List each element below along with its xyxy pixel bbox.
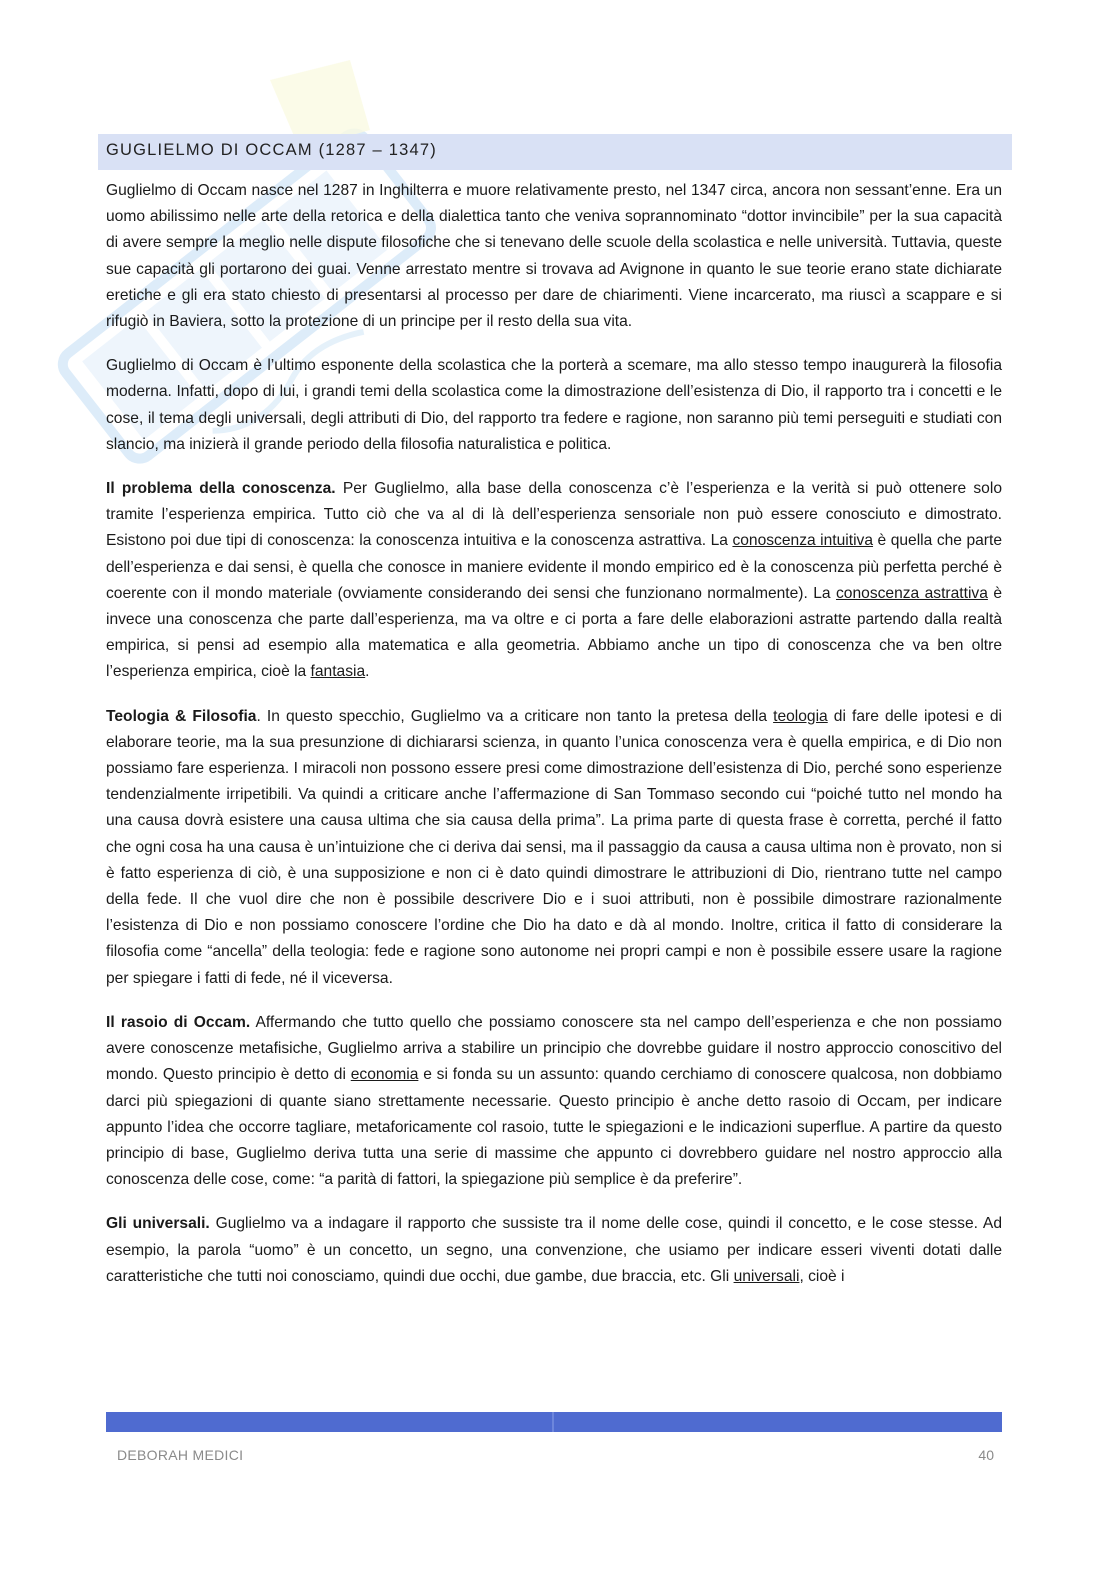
paragraph-scholastic: Guglielmo di Occam è l’ultimo esponente della scolastica che la porterà a scemare, ma allo stesso tempo inaugurerà la filosofia moderna. Infatti, dopo di lui, i grandi temi della scolastica come la dimostrazione dell’esistenza di Dio, il rapporto tra i concetti e le cose, il tema degli universali, degli attributi di Dio, del rapporto tra federe e ragione, non saranno più temi perseguiti e studiati con slancio, ma inizierà il grande periodo della filosofia naturalistica e politica. [106,357,1002,453]
section-heading: GUGLIELMO DI OCCAM (1287 – 1347) [106,141,437,159]
paragraph-theology: Teologia & Filosofia. In questo specchio, Guglielmo va a criticare non tanto la pretesa della teologia di fare delle ipotesi e di elaborare teorie, ma la sua presunzione di dichiararsi scienza, in quanto l’unica conoscenza vera è quella empirica, e di Dio non possiamo fare esperienza. I miracoli non possono essere presi come dimostrazione dell’esistenza di Dio, perché sono esperienze tendenzialmente irripetibili. Va quindi a criticare anche l’affermazione di San Tommaso secondo cui “poiché tutto nel mondo ha una causa dovrà esistere una causa ultima che sia causa della prima”. La prima parte di questa frase è corretta, perché il fatto che ogni cosa ha una causa è un’intuizione che ci deriva dai sensi, ma il passaggio da causa a causa ultima non è provato, non si è fatto esperienza di ciò, è una supposizione e non ci è dato quindi dimostrare le attribuzioni di Dio, rientrano tutte nel campo della fede. Il che vuol dire che non è possibile descrivere Dio e i suoi attributi, non è possibile dimostrare razionalmente l’esistenza di Dio e non possiamo conoscere l’ordine che Dio ha dato e dà al mondo. Inoltre, critica il fatto di considerare la filosofia come “ancella” della teologia: fede e ragione sono autonome nei propri campi e non è possibile essere usare la ragione per spiegare i fatti di fede, né il viceversa. [106,707,1002,987]
paragraph-universals: Gli universali. Guglielmo va a indagare il rapporto che sussiste tra il nome delle cose, quindi il concetto, e le cose stesse. Ad esempio, la parola “uomo” è un concetto, un segno, una convenzione, che usiamo per indicare esseri viventi dotati dalle caratteristiche che tutti noi conosciamo, quindi due occhi, due gambe, due braccia, etc. Gli universali, cioè i [106,1215,1003,1285]
paragraph-intro: Guglielmo di Occam nasce nel 1287 in Inghilterra e muore relativamente presto, nel 1347 circa, ancora non sessant’enne. Era un uomo abilissimo nelle arte della retorica e della dialettica tanto che veniva soprannominato “dottor invincibile” per la sua capacità di avere sempre la meglio nelle dispute filosofiche che si tenevano delle scuole della scolastica e nelle università. Tuttavia, queste sue capacità gli portarono dei guai. Venne arrestato mentre si trovava ad Avignone in quanto le sue teorie erano state dichiarate eretiche e gli era stato chiesto di presentarsi al processo per dare de chiarimenti. Viene incarcerato, ma riuscì a scappare e si rifugiò in Baviera, sotto la protezione di un principe per il resto della sua vita. [106,182,1002,331]
underlined-term: conoscenza intuitiva [732,532,874,550]
paragraph-title: Il rasoio di Occam. [106,1013,251,1031]
footer-bar [106,1412,1002,1432]
underlined-term: universali [733,1267,800,1285]
underlined-term: conoscenza astrattiva [836,584,988,602]
underlined-term: fantasia [310,663,366,681]
paragraph-title: Gli universali. [106,1215,210,1233]
underlined-term: teologia [773,707,828,725]
paragraph-razor: Il rasoio di Occam. Affermando che tutto quello che possiamo conoscere sta nel campo dell’esperienza e che non possiamo avere conoscenze metafisiche, Guglielmo arriva a stabilire un principio che dovrebbe guidare il nostro approccio conoscitivo del mondo. Questo principio è detto di economia e si fonda su un assunto: quando cerchiamo di conoscere qualcosa, non dobbiamo darci più spiegazioni di quante siano strettamente necessarie. Questo principio è anche detto rasoio di Occam, per indicare appunto l’idea che occorre tagliare, metaforicamente col rasoio, tutte le spiegazioni e le indicazioni superflue. A partire da questo principio di base, Guglielmo deriva tutta una serie di massime che appunto ci dovrebbero guidare nel nostro approccio alla conoscenza delle cose, come: “a parità di fattori, la spiegazione più semplice è da preferire”. [106,1013,1002,1189]
underlined-term: economia [350,1066,419,1084]
paragraph-title: Teologia & Filosofia [106,707,257,725]
footer-author: DEBORAH MEDICI [117,1447,244,1463]
document-body [106,178,1002,1308]
page-number: 40 [978,1447,994,1463]
paragraph-title: Il problema della conoscenza. [106,480,336,498]
paragraph-knowledge: Il problema della conoscenza. Per Guglielmo, alla base della conoscenza c’è l’esperienza e la verità si può ottenere solo tramite l’esperienza empirica. Tutto ciò che va al di là dell’esperienza sensoriale non può essere conosciuto e dimostrato. Esistono poi due tipi di conoscenza: la conoscenza intuitiva e la conoscenza astrattiva. La conoscenza intuitiva è quella che parte dell’esperienza e dai sensi, è quella che conosce in maniere evidente il mondo empirico ed è la conoscenza più perfetta perché è coerente con il mondo materiale (ovviamente considerando dei sensi che funzionano normalmente). La conoscenza astrattiva è invece una conoscenza che parte dall’esperienza, ma va oltre e ci porta a fare delle elaborazioni astratte partendo dalla realtà empirica, si pensi ad esempio alla matematica e alla geometria. Abbiamo anche un tipo di conoscenza che va ben oltre l’esperienza empirica, cioè la fantasia. [106,480,1002,681]
